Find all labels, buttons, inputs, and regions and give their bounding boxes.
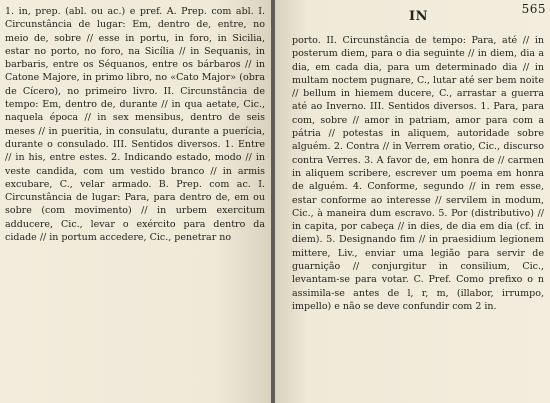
running-head: IN bbox=[409, 9, 428, 24]
page-number: 565 bbox=[521, 2, 546, 16]
left-page bbox=[0, 0, 271, 403]
right-page bbox=[275, 0, 550, 403]
left-column-text: 1. in, prep. (abl. ou ac.) e pref. A. Prep. com abl. I. Circunstância de lugar: Em, dentro de, entre, no meio de, sobre // esse in portu, in foro, in Sicilia, estar no porto, no foro, na Sicília // in Sequanis, in barbaris, entre os Séquanos, entre os bárbaros // in Catone Majore, in primo libro, no «Cato Major» (obra de Cícero), no primeiro livro. II. Circunstância de tempo: Em, dentro de, durante // in qua aetate, Cic., naquela época // in sex mensibus, dentro de seis meses // in pueritia, in consulatu, durante a puerícia, durante o consulado. III. Sentidos diversos. 1. Entre // in his, entre estes. 2. Indicando estado, modo // in veste candida, com um vestido branco // in armis excubare, C., velar armado. B. Prep. com ac. I. Circunstância de lugar: Para, para dentro de, em ou sobre (com movimento) // in urbem exercitum adducere, Cic., levar o exército para dentro da cidade // in portum accedere, Cic., penetrar no bbox=[5, 6, 265, 244]
right-column-text: porto. II. Circunstância de tempo: Para, até // in posterum diem, para o dia seguinte // in diem, dia a dia, em cada dia, para um determinado dia // in multam noctem pugnare, C., lutar até ser bem noite // bellum in hiemem ducere, C., arrastar a guerra até ao Inverno. III. Sentidos diversos. 1. Para, para com, sobre // amor in patriam, amor para com a pátria // potestas in aliquem, autoridade sobre alguém. 2. Contra // in Verrem oratio, Cic., discurso contra Verres. 3. A favor de, em honra de // carmen in aliquem scribere, escrever um poema em honra de alguém. 4. Conforme, segundo // in rem esse, estar conforme ao interesse // servilem in modum, Cic., à maneira dum escravo. 5. Por (distributivo) // in capita, por cabeça // in dies, de dia em dia (cf. in diem). 5. Designando fim // in praesidium legionem mittere, Liv., enviar uma legião para servir de guarnição // conjurgitur in consilium, Cic., levantam-se para votar. C. Pref. Como prefixo o n assimila-se antes de l, r, m, (illabor, irrumpo, impello) e não se deve confundir com 2 in. bbox=[292, 35, 544, 312]
page-header bbox=[292, 0, 544, 34]
